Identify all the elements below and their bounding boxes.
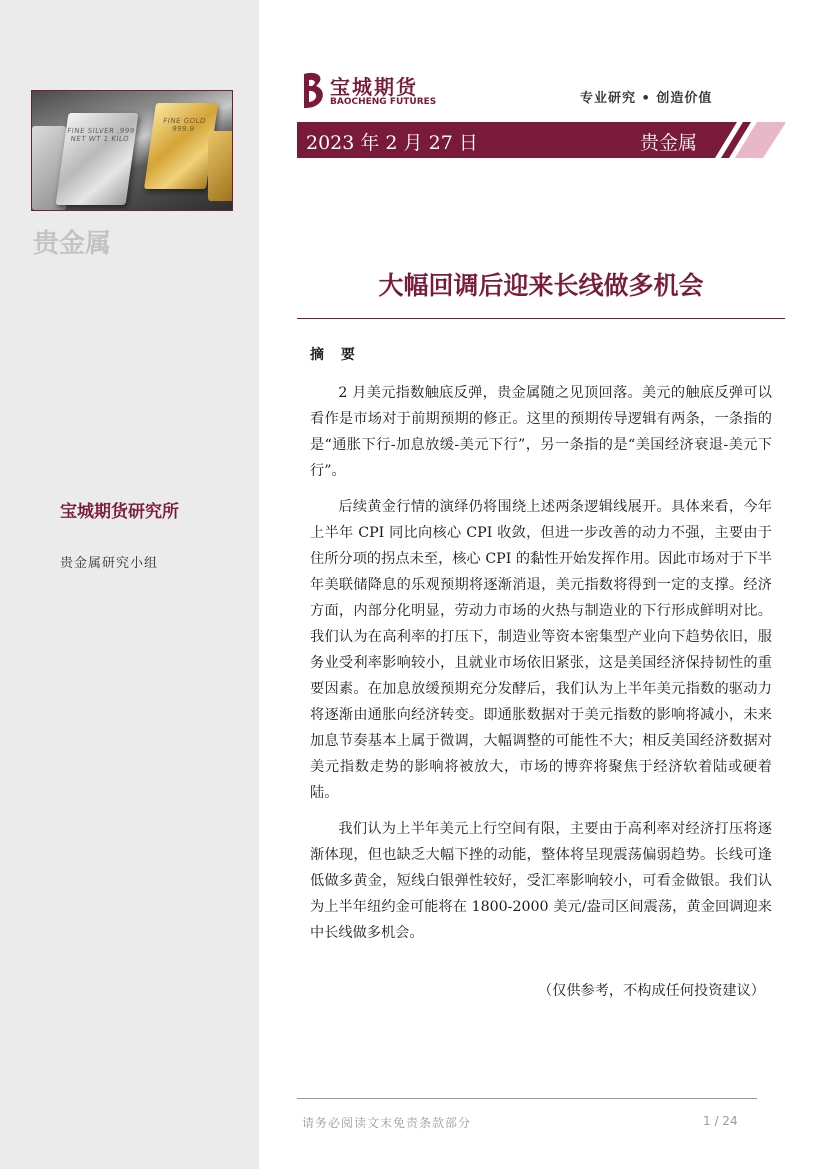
gold-bar — [144, 103, 218, 189]
logo-name: 宝城期货 — [330, 75, 418, 99]
abstract-body — [310, 380, 772, 956]
silver-bar — [56, 113, 139, 205]
paragraph: 2 月美元指数触底反弹，贵金属随之见顶回落。美元的触底反弹可以看作是市场对于前期预期的修正。这里的预期传导逻辑有两条，一条指的是“通胀下行-加息放缓-美元下行”，另一条指的是“美国经济衰退-美元下行”。 — [310, 385, 772, 479]
footer-notice: 请务必阅读文末免责条款部分 — [302, 1116, 472, 1130]
report-title: 大幅回调后迎来长线做多机会 — [378, 271, 704, 300]
banner-category: 贵金属 — [639, 132, 697, 154]
sidebar-category: 贵金属 — [33, 229, 112, 259]
silver-bar-text: FINE SILVER .999 NET WT 1 KILO — [66, 127, 136, 143]
sidebar-institute: 宝城期货研究所 — [60, 502, 179, 522]
baocheng-logo-icon — [298, 70, 328, 112]
gold-bar-text: FINE GOLD 999.9 — [162, 117, 207, 133]
sidebar — [0, 0, 259, 1169]
banner-stripes-decoration — [713, 122, 785, 158]
sidebar-team: 贵金属研究小组 — [60, 556, 159, 571]
logo-english-name: BAOCHENG FUTURES — [330, 97, 437, 107]
abstract-heading: 摘 要 — [310, 347, 361, 363]
gold-bar-back — [208, 131, 233, 201]
gold-silver-bars-image — [31, 90, 233, 211]
investment-disclaimer: （仅供参考，不构成任何投资建议） — [537, 983, 765, 999]
report-date: 2023 年 2 月 27 日 — [306, 132, 478, 154]
paragraph: 后续黄金行情的演绎仍将围绕上述两条逻辑线展开。具体来看，今年上半年 CPI 同比向核心 CPI 收敛，但进一步改善的动力不强，主要由于住所分项的拐点未至，核心 CPI 的黏性开始发挥作用。因此市场对于下半年美联储降息的乐观预期将逐渐消退，美元指数将得到一定的支撑。经济方面，内部分化明显，劳动力市场的火热与制造业的下行形成鲜明对比。我们认为在高利率的打压下，制造业等资本密集型产业向下趋势依旧，服务业受利率影响较小，且就业市场依旧紧张，这是美国经济保持韧性的重要因素。在加息放缓预期充分发酵后，我们认为上半年美元指数的驱动力将逐渐由通胀向经济转变。即通胀数据对于美元指数的影响将减小，未来加息节奏基本上属于微调，大幅调整的可能性不大；相反美国经济数据对美元指数走势的影响将被放大，市场的博弈将聚焦于经济软着陆或硬着陆。 — [310, 499, 772, 801]
date-banner — [297, 122, 715, 158]
paragraph: 我们认为上半年美元上行空间有限，主要由于高利率对经济打压将逐渐体现，但也缺乏大幅下挫的动能，整体将呈现震荡偏弱趋势。长线可逢低做多黄金，短线白银弹性较好，受汇率影响较小，可看金做银。我们认为上半年纽约金可能将在 1800-2000 美元/盎司区间震荡，黄金回调迎来中长线做多机会。 — [310, 821, 772, 941]
page-number: 1 / 24 — [703, 1114, 738, 1128]
footer-divider — [297, 1098, 757, 1099]
title-divider — [297, 318, 785, 319]
slogan: 专业研究 • 创造价值 — [580, 91, 713, 106]
